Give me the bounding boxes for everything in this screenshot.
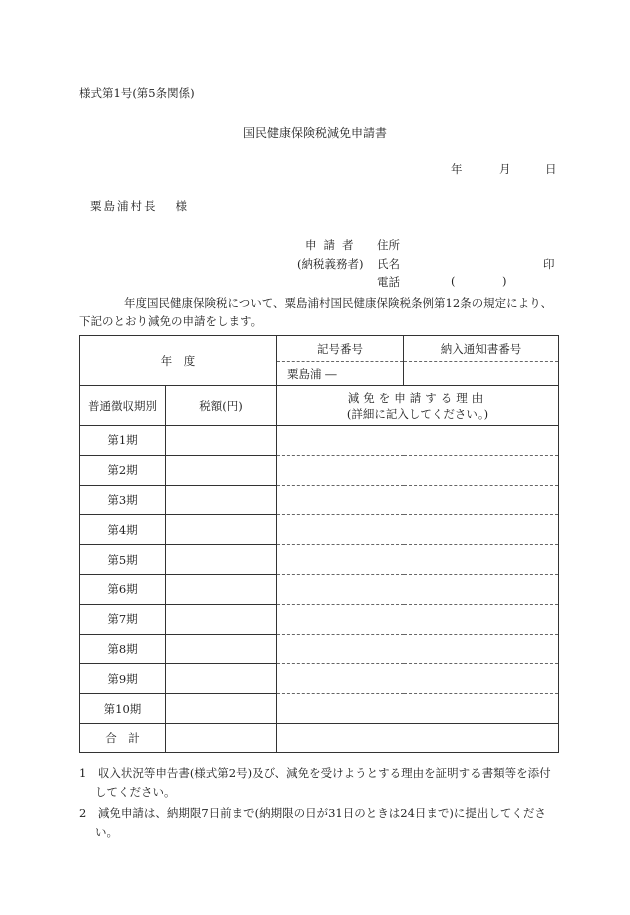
period-amount-cell[interactable] <box>166 515 277 545</box>
period-reason-cell[interactable] <box>277 485 559 515</box>
amount-column-header: 税額(円) <box>166 386 277 426</box>
phone-paren-open: ( <box>451 274 456 288</box>
period-amount-cell[interactable] <box>166 694 277 724</box>
period-reason-cell[interactable] <box>277 694 559 724</box>
notice-number-cell[interactable] <box>404 362 559 386</box>
reason-header-sub: (詳細に記入してください。) <box>346 406 489 421</box>
period-row <box>80 694 559 724</box>
address-label: 住所 <box>377 238 400 252</box>
applicant-role: 申請者 <box>305 238 361 252</box>
period-label: 第7期 <box>80 604 166 634</box>
period-reason-cell[interactable] <box>277 604 559 634</box>
phone-paren-close: ) <box>502 274 507 288</box>
period-amount-cell[interactable] <box>166 426 277 456</box>
period-row <box>80 545 559 575</box>
date-day-label: 日 <box>545 162 557 176</box>
period-row <box>80 604 559 634</box>
note-2: 2 減免申請は、納期限7日前まで(納期限の日が31日のときは24日まで)に提出してください。 <box>79 806 546 839</box>
period-label: 第5期 <box>80 545 166 575</box>
period-row <box>80 515 559 545</box>
period-reason-cell[interactable] <box>277 664 559 694</box>
reason-header-main: 減免を申請する理由 <box>347 390 488 405</box>
date-month-label: 月 <box>499 162 511 176</box>
period-label: 第8期 <box>80 634 166 664</box>
addressee-suffix: 様 <box>175 199 189 213</box>
form-number: 様式第1号(第5条関係) <box>79 86 195 100</box>
period-amount-cell[interactable] <box>166 664 277 694</box>
document-title: 国民健康保険税減免申請書 <box>242 126 387 140</box>
period-reason-cell[interactable] <box>277 634 559 664</box>
addressee <box>90 198 189 214</box>
seal-mark: 印 <box>543 257 555 271</box>
total-amount-cell[interactable] <box>166 723 277 752</box>
period-label: 第2期 <box>80 455 166 485</box>
period-reason-cell[interactable] <box>277 545 559 575</box>
period-row <box>80 574 559 604</box>
period-reason-cell[interactable] <box>277 574 559 604</box>
period-row <box>80 426 559 456</box>
period-amount-cell[interactable] <box>166 604 277 634</box>
period-row <box>80 634 559 664</box>
note-1: 1 収入状況等申告書(様式第2号)及び、減免を受けようとする理由を証明する書類等を添付してください。 <box>79 766 551 799</box>
reason-column-header <box>277 386 559 426</box>
period-reason-cell[interactable] <box>277 515 559 545</box>
total-label: 合 計 <box>80 723 166 752</box>
period-amount-cell[interactable] <box>166 545 277 575</box>
period-rows <box>80 426 559 724</box>
period-reason-cell[interactable] <box>277 426 559 456</box>
period-row <box>80 455 559 485</box>
phone-label: 電話 <box>377 275 400 289</box>
period-label: 第4期 <box>80 515 166 545</box>
notice-number-header: 納入通知書番号 <box>404 336 559 362</box>
taxpayer-role: (納税義務者) <box>297 257 364 271</box>
reduction-table <box>79 335 559 753</box>
period-amount-cell[interactable] <box>166 634 277 664</box>
total-reason-cell[interactable] <box>277 723 559 752</box>
period-label: 第3期 <box>80 485 166 515</box>
period-amount-cell[interactable] <box>166 455 277 485</box>
period-amount-cell[interactable] <box>166 574 277 604</box>
period-label: 第6期 <box>80 574 166 604</box>
notes <box>79 764 559 844</box>
code-number-cell[interactable]: 粟島浦 ― <box>277 362 404 386</box>
intro-paragraph: 年度国民健康保険税について、粟島浦村国民健康保険税条例第12条の規定により、下記のとおり減免の申請をします。 <box>79 296 553 328</box>
code-number-header: 記号番号 <box>277 336 404 362</box>
period-label: 第10期 <box>80 694 166 724</box>
period-amount-cell[interactable] <box>166 485 277 515</box>
name-label: 氏名 <box>377 257 400 271</box>
period-label: 第1期 <box>80 426 166 456</box>
period-row <box>80 485 559 515</box>
fiscal-year-header: 年 度 <box>80 336 277 386</box>
period-reason-cell[interactable] <box>277 455 559 485</box>
period-column-header: 普通徴収期別 <box>80 386 166 426</box>
period-label: 第9期 <box>80 664 166 694</box>
date-year-label: 年 <box>451 162 463 176</box>
period-row <box>80 664 559 694</box>
addressee-name: 粟島浦村長 <box>90 199 158 213</box>
